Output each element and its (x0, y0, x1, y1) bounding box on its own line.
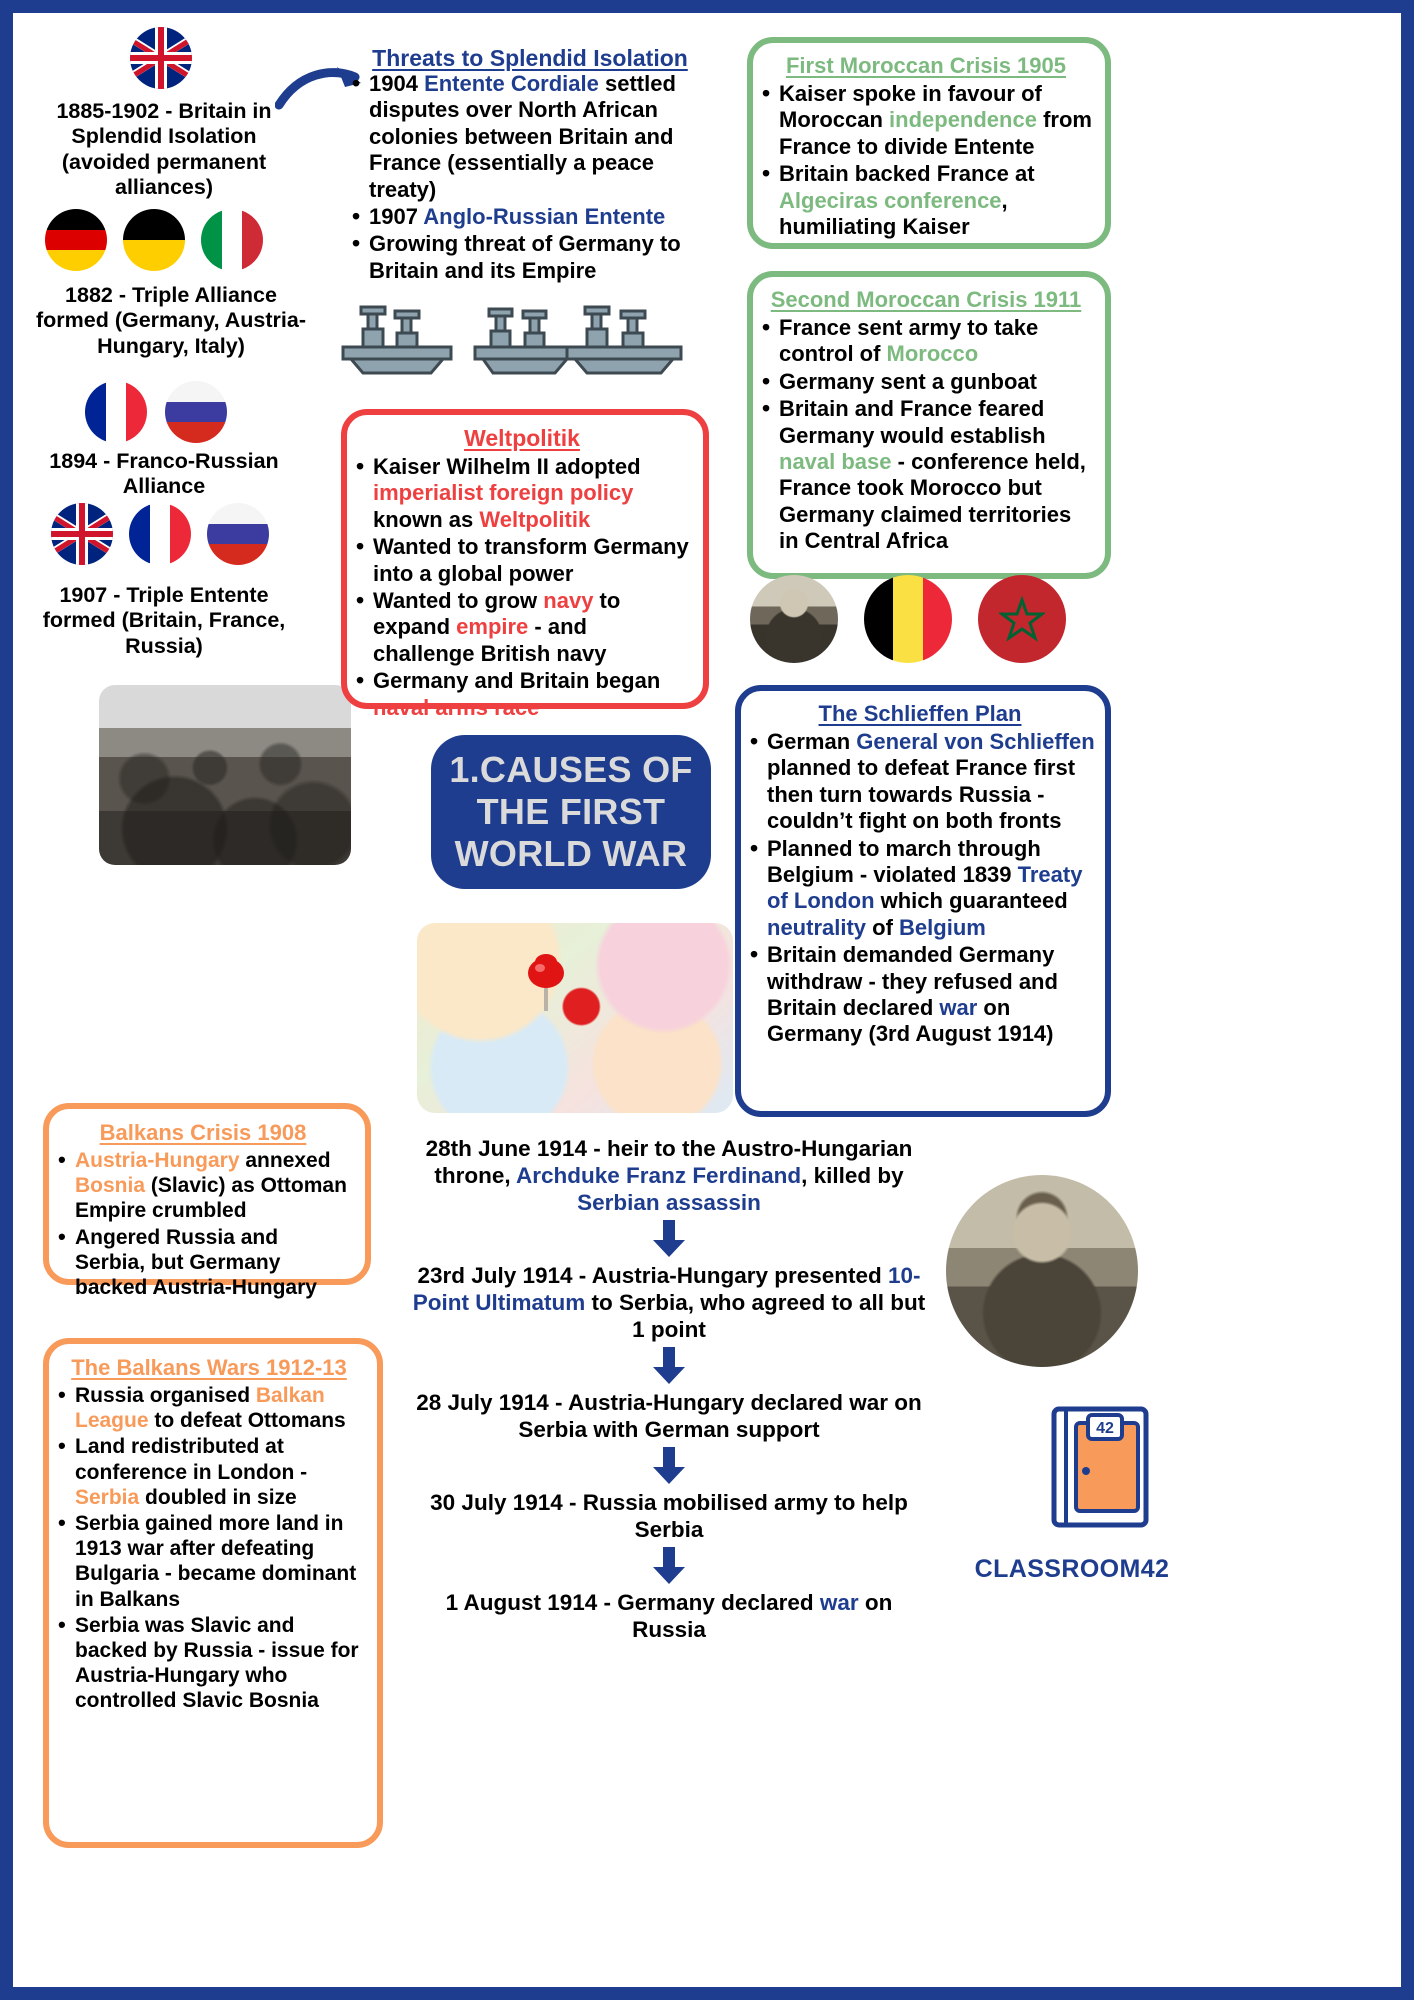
franco-russian-caption: 1894 - Franco-Russian Alliance (49, 449, 279, 499)
schlieffen-list (745, 729, 1095, 1048)
timeline-entry: 28th June 1914 - heir to the Austro-Hungarian throne, Archduke Franz Ferdinand, killed by Serbian assassin (425, 1136, 913, 1215)
weltpolitik-title: Weltpolitik (464, 425, 580, 451)
list-item: • Britain demanded Germany withdraw - they refused and Britain declared war on Germany (3rd August 1914) (745, 942, 1095, 1048)
list-item: • France sent army to take control of Morocco (757, 315, 1095, 368)
kaiser-wilhelm-portrait (750, 575, 838, 663)
russia-flag-2 (207, 503, 269, 570)
isolation-caption: 1885-1902 - Britain in Splendid Isolation (avoided permanent alliances) (56, 99, 272, 200)
franz-ferdinand-portrait (946, 1175, 1138, 1367)
page-title-text: 1.CAUSES OF THE FIRST WORLD WAR (449, 749, 693, 874)
down-arrow-icon (652, 1547, 686, 1585)
balkans-crisis-box (43, 1103, 371, 1299)
balkan-war-casualties-photo (99, 685, 351, 865)
door-number: 42 (1096, 1420, 1114, 1437)
door-icon (1050, 1405, 1156, 1529)
down-arrow-icon (652, 1347, 686, 1385)
threats-list (347, 71, 699, 285)
france-flag-2 (129, 503, 191, 570)
list-item: • Wanted to transform Germany into a global power (351, 534, 693, 587)
list-item: • Germany and Britain began naval arms race (351, 668, 693, 721)
united-kingdom-flag (130, 27, 192, 94)
list-item: • Land redistributed at conference in London - Serbia doubled in size (53, 1434, 365, 1510)
timeline-entry: 23rd July 1914 - Austria-Hungary presented 10-Point Ultimatum to Serbia, who agreed to all but 1 point (412, 1263, 926, 1342)
balkans-wars-title: The Balkans Wars 1912-13 (71, 1355, 347, 1380)
france-flag (85, 381, 147, 448)
second-moroccan-title: Second Moroccan Crisis 1911 (770, 287, 1082, 312)
second-moroccan-list (757, 315, 1095, 555)
bullet-rich: Austria-Hungary annexed Bosnia (Slavic) as Ottoman Empire crumbled (75, 1149, 347, 1223)
first-moroccan-list (757, 81, 1095, 240)
first-moroccan-title: First Moroccan Crisis 1905 (785, 53, 1066, 78)
list-item: • 1904 Entente Cordiale settled disputes over North African colonies between Britain and France (essentially a peace treaty) (347, 71, 699, 203)
down-arrow-icon (652, 1447, 686, 1485)
list-item: • Planned to march through Belgium - violated 1839 Treaty of London which guaranteed neutrality of Belgium (745, 836, 1095, 942)
first-moroccan-crisis-box (747, 37, 1111, 249)
list-item: • 1907 Anglo-Russian Entente (347, 204, 699, 230)
weltpolitik-box (341, 409, 709, 720)
belgium-flag (864, 575, 952, 668)
triple-alliance-caption: 1882 - Triple Alliance formed (Germany, Austria-Hungary, Italy) (36, 283, 306, 358)
balkans-wars-list (53, 1383, 365, 1713)
list-item: • Wanted to grow navy to expand empire - and challenge British navy (351, 588, 693, 667)
list-item: • German General von Schlieffen planned to defeat France first then turn towards Russia - couldn’t fight on both fronts (745, 729, 1095, 835)
schlieffen-plan-box (735, 685, 1111, 1117)
germany-flag (45, 209, 107, 276)
list-item: • Britain and France feared Germany would establish naval base - conference held, France took Morocco but Germany claimed territories in Central Africa (757, 396, 1095, 554)
list-item: • Kaiser Wilhelm II adopted imperialist foreign policy known as Weltpolitik (351, 454, 693, 533)
bullet-rich: Angered Russia and Serbia, but Germany backed Austria-Hungary (75, 1225, 317, 1299)
list-item: • Germany sent a gunboat (757, 369, 1095, 395)
timeline-entry: 28 July 1914 - Austria-Hungary declared war on Serbia with German support (416, 1390, 922, 1442)
list-item: • Serbia was Slavic and backed by Russia - issue for Austria-Hungary who controlled Slavic Bosnia (53, 1613, 365, 1714)
battleships-icon (335, 295, 691, 388)
italy-flag (201, 209, 263, 276)
logo-text: CLASSROOM42 (974, 1555, 1170, 1583)
list-item: • Serbia gained more land in 1913 war after defeating Bulgaria - became dominant in Balkans (53, 1511, 365, 1612)
weltpolitik-list (351, 454, 693, 721)
map-pin-icon (525, 953, 567, 1013)
list-item (53, 1148, 353, 1224)
russia-flag (165, 381, 227, 448)
list-item: • Growing threat of Germany to Britain and its Empire (347, 231, 699, 284)
united-kingdom-flag-2 (51, 503, 113, 570)
balkans-map-pin-serbia (417, 923, 733, 1113)
threats-title: Threats to Splendid Isolation (372, 45, 688, 71)
page-title (431, 735, 711, 889)
list-item: • Kaiser spoke in favour of Moroccan independence from France to divide Entente (757, 81, 1095, 160)
second-moroccan-crisis-box (747, 271, 1111, 579)
morocco-flag (978, 575, 1066, 663)
list-item (53, 1225, 353, 1301)
down-arrow-icon (652, 1220, 686, 1258)
triple-entente-caption: 1907 - Triple Entente formed (Britain, France, Russia) (42, 583, 286, 658)
balkans-crisis-list (53, 1148, 353, 1300)
schlieffen-title: The Schlieffen Plan (818, 701, 1022, 726)
austria-hungary-flag (123, 209, 185, 276)
balkans-wars-box (43, 1338, 383, 1848)
timeline-entry: 1 August 1914 - Germany declared war on Russia (445, 1590, 893, 1642)
timeline-entry: 30 July 1914 - Russia mobilised army to help Serbia (430, 1490, 908, 1542)
timeline (409, 1135, 929, 1643)
list-item: • Britain backed France at Algeciras conference, humiliating Kaiser (757, 161, 1095, 240)
list-item: • Russia organised Balkan League to defeat Ottomans (53, 1383, 365, 1433)
balkans-crisis-title: Balkans Crisis 1908 (99, 1120, 307, 1145)
